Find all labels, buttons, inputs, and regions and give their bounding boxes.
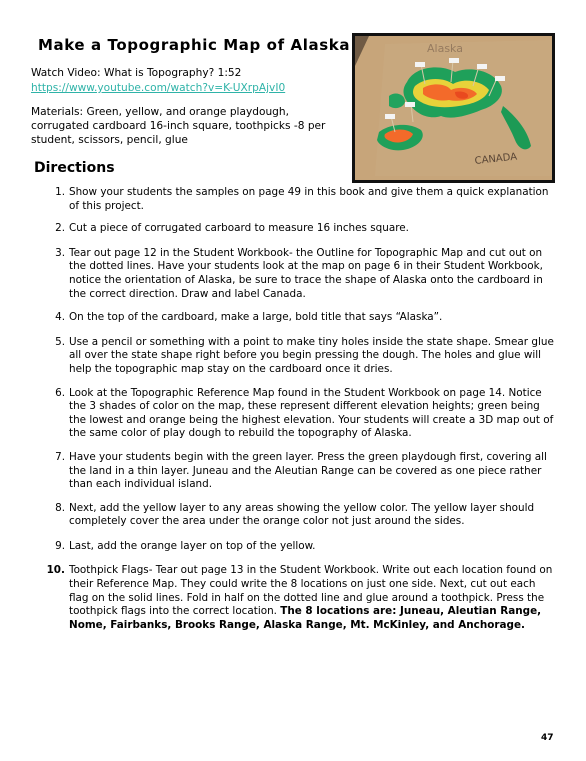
- video-link[interactable]: https://www.youtube.com/watch?v=K-UXrpAjvI0: [31, 82, 286, 94]
- step-text: On the top of the cardboard, make a large, bold title that says “Alaska”.: [69, 311, 443, 324]
- step-text: Cut a piece of corrugated carboard to measure 16 inches square.: [69, 222, 409, 235]
- step-text: Have your students begin with the green layer. Press the green playdough first, covering all the land in a thin layer. Juneau and the Aleutian Range can be covered as one piece rather than each individual island.: [69, 450, 547, 491]
- step-item: [33, 540, 558, 554]
- materials-text: Materials: Green, yellow, and orange playdough, corrugated cardboard 16-inch square, toothpicks -8 per student, scissors, pencil, glue: [31, 106, 326, 146]
- step-number: 5.: [55, 335, 65, 348]
- page-title: Make a Topographic Map of Alaska: [38, 36, 351, 54]
- step-text: Next, add the yellow layer to any areas showing the yellow color. The yellow layer should completely cover the area under the orange color not just around the sides.: [69, 501, 535, 528]
- step-text: Show your students the samples on page 49 in this book and give them a quick explanation of this project.: [69, 186, 549, 212]
- page-number: 47: [541, 733, 554, 743]
- step-item: [33, 451, 558, 492]
- step-number: 10.: [46, 564, 65, 577]
- step-item: [33, 502, 558, 529]
- step-text: Tear out page 12 in the Student Workbook- the Outline for Topographic Map and cut out on the dotted lines. Have your students look at the map on page 6 in their Student Workbook, notice the orientation of Alaska, be sure to trace the shape of Alaska onto the cardboard in the correct direction. Draw and label Canada.: [69, 246, 543, 300]
- step-number: 7.: [55, 450, 65, 463]
- step-number: 4.: [55, 311, 65, 324]
- step-item: [33, 222, 558, 236]
- board-canada-text: CANADA: [474, 151, 518, 167]
- step-number: 1.: [55, 186, 65, 198]
- step-item: [33, 336, 558, 377]
- step-number: 6.: [55, 386, 65, 399]
- step-number: 2.: [55, 222, 65, 235]
- step-item: [33, 564, 558, 632]
- step-item: [33, 247, 558, 301]
- step-text: Last, add the orange layer on top of the yellow.: [69, 539, 316, 552]
- topographic-map-photo: [355, 36, 552, 180]
- board-title-text: Alaska: [427, 42, 463, 55]
- step-text: Look at the Topographic Reference Map found in the Student Workbook on page 14. Notice the 3 shades of color on the map, these represent different elevation heights; green being the lowest and orange being the highest elevation. Your students will create a 3D map out of the same color of play dough to rebuild the topography of Alaska.: [69, 386, 554, 440]
- step-number: 9.: [55, 539, 65, 552]
- video-label: Watch Video: What is Topography? 1:52: [31, 67, 242, 79]
- step-number: 8.: [55, 501, 65, 514]
- step-text: Use a pencil or something with a point to make tiny holes inside the state shape. Smear glue all over the state shape right before you begin pressing the dough. The holes and glue will help the topographic map stay on the cardboard once it dries.: [69, 335, 554, 375]
- step-item: [33, 311, 558, 325]
- project-photo: [352, 33, 555, 183]
- step-text-plain: Toothpick Flags- Tear out page 13 in the Student Workbook. Write out each location found on their Reference Map. They could write the 8 locations on just one side. Next, cut out each flag on the solid lines. Fold in half on the dotted line and glue around a toothpick. Press the toothpick flags into the correct location.: [69, 564, 553, 618]
- step-item: [33, 186, 558, 213]
- step-text-bold: The 8 locations are: Juneau, Aleutian Range, Nome, Fairbanks, Brooks Range, Alaska Range, Mt. McKinley, and Anchorage.: [69, 605, 542, 631]
- step-item: [33, 387, 558, 441]
- directions-list: [33, 186, 558, 632]
- step-number: 3.: [55, 246, 65, 259]
- directions-heading: Directions: [34, 160, 115, 176]
- step-text: [69, 564, 558, 632]
